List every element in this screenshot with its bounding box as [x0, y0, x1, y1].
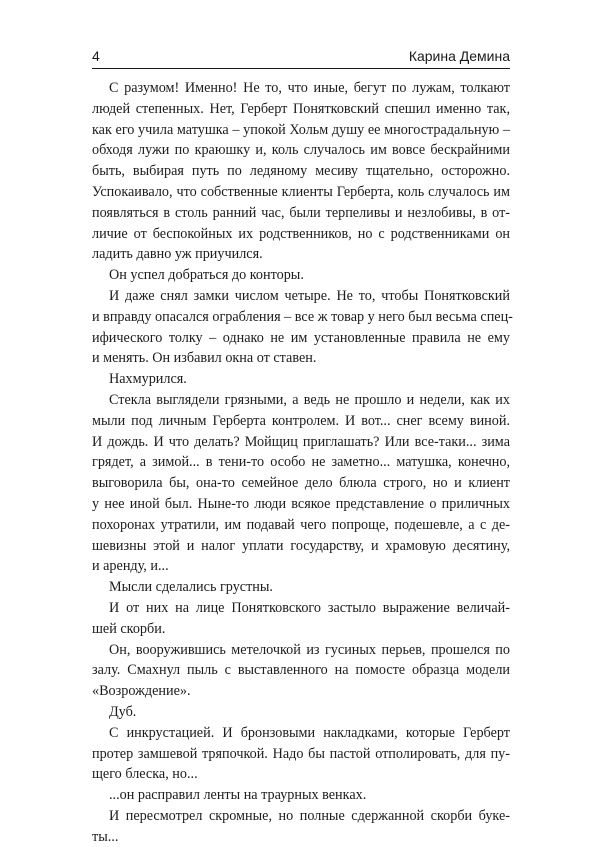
text-line: мыли под личным Герберта контролем. И вот... снег всему виной. [92, 412, 510, 429]
text-line: щего блеска, но... [92, 766, 198, 783]
text-line: ладить давно уж приучился. [92, 246, 263, 263]
text-line: людей степенных. Нет, Герберт Понятковский спешил именно так, [92, 100, 510, 117]
text-line: шевизны этой и налог уплати государству, и храмовую десятину, [92, 537, 510, 554]
header-rule [92, 68, 510, 69]
text-line: ифического толку – однако не им установленные правила не ему [92, 329, 510, 346]
page-header [92, 48, 510, 66]
text-line: личие от беспокойных их родственников, но с родственниками он [92, 225, 510, 242]
text-line: залу. Смахнул пыль с выставленного на помосте образца модели [92, 662, 510, 679]
text-line: И дождь. И что делать? Мойщиц приглашать? Или все-таки... зима [92, 433, 510, 450]
page-number: 4 [92, 48, 100, 64]
text-line: и вправду опасался ограбления – все ж товар у него был весьма спец- [92, 308, 513, 325]
text-line: и менять. Он избавил окна от ставен. [92, 350, 317, 367]
text-line: И от них на лице Понятковского застыло выражение величай- [109, 599, 510, 616]
text-line: ...он расправил ленты на траурных венках. [109, 787, 367, 804]
text-line: Мысли сделались грустны. [109, 579, 273, 596]
text-line: Он успел добраться до конторы. [109, 267, 304, 284]
running-title: Карина Демина [408, 48, 510, 64]
text-line: Он, вооружившись метелочкой из гусиных перьев, прошелся по [109, 641, 510, 658]
text-line: Нахмурился. [109, 371, 187, 388]
text-line: обходя лужи по краюшку и, коль случалось им вовсе бескрайними [92, 142, 510, 159]
text-line: Дуб. [109, 703, 137, 720]
text-line: выговорила бы, она-то семейное дело блюла строго, но и клиент [92, 475, 510, 492]
text-line: у нее иной был. Ныне-то люди всякое представление о приличных [92, 495, 510, 512]
text-line: Стекла выглядели грязными, а ведь не прошло и недели, как их [109, 391, 510, 408]
text-line: С разумом! Именно! Не то, что иные, бегут по лужам, толкают [109, 80, 510, 96]
text-line: как его учила матушка – упокой Хольм душу ее многострадальную – [92, 121, 510, 138]
text-line: грядет, а зимой... в тени-то особо не заметно... матушка, конечно, [92, 454, 510, 471]
text-line: «Возрождение». [92, 683, 191, 700]
text-line: шей скорби. [92, 620, 166, 637]
text-line: похоронах утратили, им подавай чего попроще, подешевле, а с де- [92, 516, 510, 533]
body-text [92, 78, 513, 847]
text-line: появляться в столь ранний час, были терпеливы и незлобивы, в от- [92, 204, 510, 221]
text-line: С инкрустацией. И бронзовыми накладками, которые Герберт [109, 724, 510, 741]
text-line: протер замшевой тряпочкой. Надо бы пастой отполировать, для пу- [92, 745, 510, 762]
text-line: Успокаивало, что собственные клиенты Герберта, коль случалось им [92, 183, 510, 200]
text-line: И пересмотрел скромные, но полные сдержанной скорби буке- [109, 807, 510, 824]
text-line: быть, выбирая путь по ледяному месиву тщательно, осторожно. [92, 163, 510, 180]
text-line: и аренду, и... [92, 558, 169, 575]
text-line: И даже снял замки числом четыре. Не то, чтобы Понятковский [109, 287, 510, 304]
text-line: ты... [92, 828, 119, 845]
